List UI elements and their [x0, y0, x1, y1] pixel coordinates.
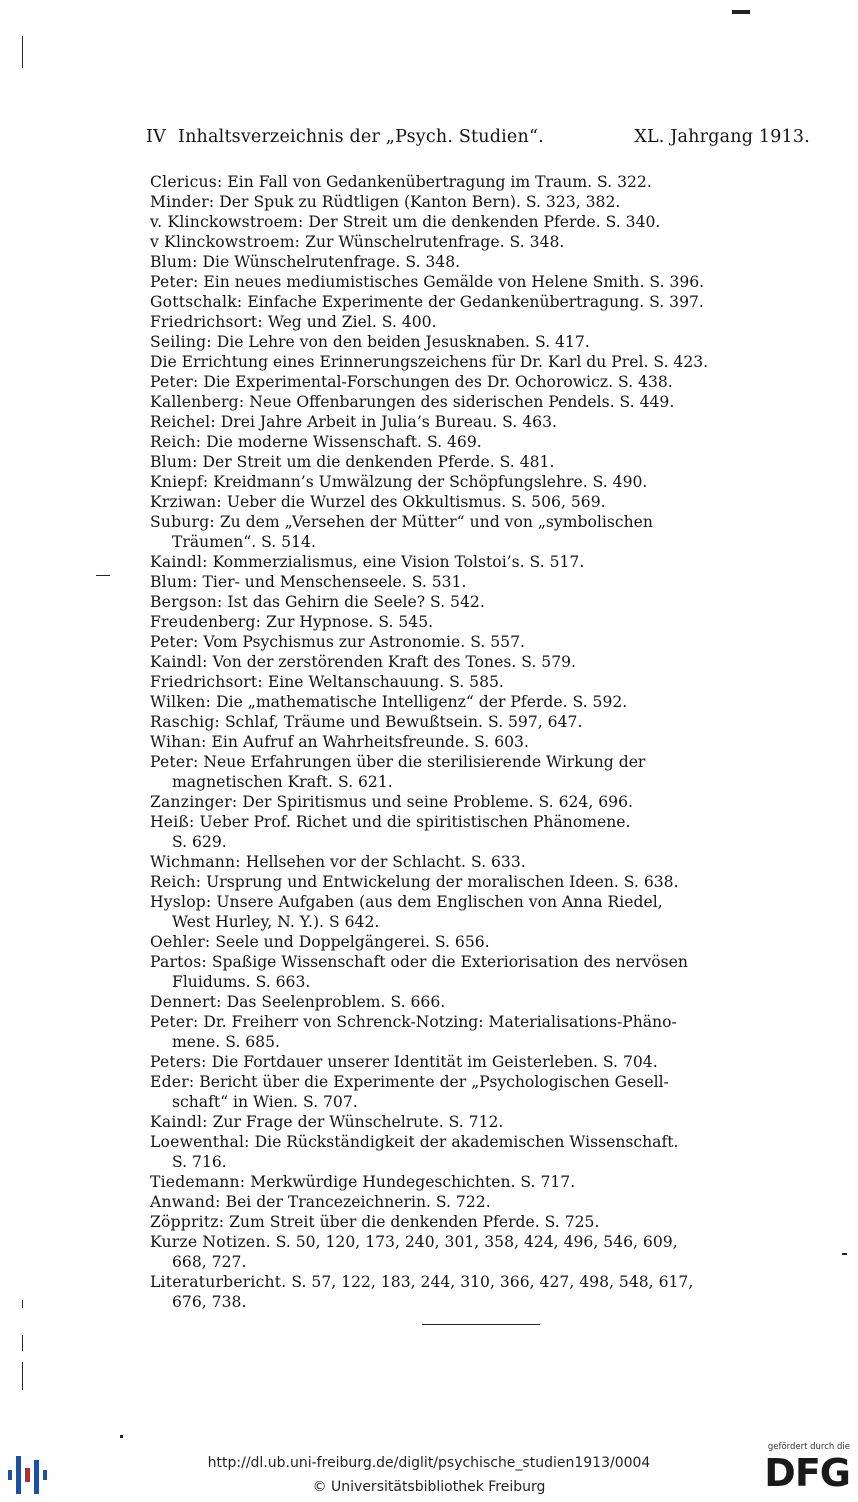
entry-title: Der Spuk zu Rüdtligen (Kanton Bern). S. 323, 382. [219, 193, 621, 211]
entry-title: Kommerzialismus, eine Vision Tolstoi’s. S. 517. [212, 553, 585, 571]
entry-title: Die Fortdauer unserer Identität im Geisterleben. S. 704. [211, 1053, 658, 1071]
entry-continuation: 676, 738. [172, 1293, 247, 1311]
entry-title: S. 57, 122, 183, 244, 310, 366, 427, 498, 548, 617, [291, 1273, 694, 1291]
toc-entry [150, 712, 810, 732]
volume-label: XL. Jahrgang 1913. [634, 127, 810, 147]
toc-entry [150, 492, 810, 512]
toc-entry [150, 552, 810, 572]
toc-entry [150, 1192, 810, 1212]
margin-mark [22, 36, 23, 68]
entry-continuation: Träumen“. S. 514. [172, 533, 316, 551]
entry-title: Schlaf, Träume und Bewußtsein. S. 597, 647. [224, 713, 583, 731]
margin-mark [96, 575, 110, 576]
toc-entry [150, 392, 810, 412]
entry-title: Zu dem „Versehen der Mütter“ und von „symbolischen [219, 513, 653, 531]
entry-title: Zur Frage der Wünschelrute. S. 712. [212, 1113, 504, 1131]
toc-entry [150, 252, 810, 272]
entry-author: Eder: [150, 1073, 195, 1091]
entry-author: Minder: [150, 193, 215, 211]
toc-entry [150, 992, 810, 1012]
entry-author: Blum: [150, 573, 198, 591]
margin-mark [22, 1362, 23, 1390]
entry-title: Ein Aufruf an Wahrheitsfreunde. S. 603. [211, 733, 529, 751]
entry-author: Tiedemann: [150, 1173, 246, 1191]
entry-title: Die Rückständigkeit der akademischen Wissenschaft. [254, 1133, 679, 1151]
entry-title: Ueber die Wurzel des Okkultismus. S. 506, 569. [226, 493, 606, 511]
entry-continuation: magnetischen Kraft. S. 621. [172, 773, 393, 791]
entry-author: Zanzinger: [150, 793, 238, 811]
entry-author: Gottschalk: [150, 293, 243, 311]
entry-title: Unsere Aufgaben (aus dem Englischen von Anna Riedel, [216, 893, 663, 911]
toc-entry [150, 1112, 810, 1132]
toc-entry [150, 592, 810, 612]
entry-author: Reich: [150, 873, 202, 891]
entry-author: Heiß: [150, 813, 195, 831]
source-url[interactable]: http://dl.ub.uni-freiburg.de/diglit/psychische_studien1913/0004 [207, 1455, 651, 1471]
toc-entry [150, 952, 810, 992]
entry-author: v. Klinckowstroem: [150, 213, 304, 231]
entry-title: Neue Offenbarungen des siderischen Pendels. S. 449. [249, 393, 675, 411]
toc-entry [150, 612, 810, 632]
entry-title: Bei der Trancezeichnerin. S. 722. [225, 1193, 491, 1211]
entry-author: Wihan: [150, 733, 207, 751]
toc-entry [150, 872, 810, 892]
entry-title: Hellsehen vor der Schlacht. S. 633. [245, 853, 526, 871]
entry-continuation: Fluidums. S. 663. [172, 973, 311, 991]
scan-mark [732, 10, 750, 14]
dfg-wordmark: DFG [764, 1451, 850, 1495]
table-of-contents [150, 172, 810, 1312]
entry-author: Peters: [150, 1053, 207, 1071]
entry-title: Die Wünschelrutenfrage. S. 348. [202, 253, 461, 271]
entry-author: Kniepf: [150, 473, 209, 491]
entry-author: Partos: [150, 953, 207, 971]
entry-author: Suburg: [150, 513, 215, 531]
toc-entry [150, 932, 810, 952]
entry-author: Reich: [150, 433, 202, 451]
toc-entry [150, 372, 810, 392]
entry-author: Kaindl: [150, 1113, 208, 1131]
toc-entry [150, 1052, 810, 1072]
entry-title: Tier- und Menschenseele. S. 531. [202, 573, 467, 591]
toc-entry [150, 892, 810, 932]
entry-author: Kaindl: [150, 553, 208, 571]
toc-entry [150, 1272, 810, 1312]
entry-title: Zur Hypnose. S. 545. [266, 613, 434, 631]
entry-continuation: schaft“ in Wien. S. 707. [172, 1093, 358, 1111]
entry-title: Vom Psychismus zur Astronomie. S. 557. [203, 633, 525, 651]
toc-entry [150, 652, 810, 672]
entry-continuation: West Hurley, N. Y.). S 642. [172, 913, 380, 931]
toc-entry [150, 172, 810, 192]
toc-entry [150, 632, 810, 652]
copyright-notice: © Universitätsbibliothek Freiburg [312, 1479, 546, 1495]
toc-entry [150, 332, 810, 352]
entry-author: Friedrichsort: [150, 313, 263, 331]
entry-author: Raschig: [150, 713, 220, 731]
toc-entry [150, 1012, 810, 1052]
entry-author: Peter: [150, 373, 199, 391]
entry-continuation: 668, 727. [172, 1253, 247, 1271]
entry-title: Die Lehre von den beiden Jesusknaben. S. 417. [216, 333, 590, 351]
entry-author: Peter: [150, 273, 199, 291]
toc-entry [150, 292, 810, 312]
entry-title: Spaßige Wissenschaft oder die Exteriorisation des nervösen [211, 953, 688, 971]
entry-author: Blum: [150, 453, 198, 471]
toc-entry [150, 732, 810, 752]
entry-title: Ueber Prof. Richet und die spiritistischen Phänomene. [199, 813, 631, 831]
entry-title: Ursprung und Entwickelung der moralischen Ideen. S. 638. [206, 873, 679, 891]
entry-author: Bergson: [150, 593, 223, 611]
entry-title: Seele und Doppelgängerei. S. 656. [215, 933, 490, 951]
entry-author: Peter: [150, 633, 199, 651]
toc-entry [150, 572, 810, 592]
entry-author: Friedrichsort: [150, 673, 263, 691]
toc-entry [150, 192, 810, 212]
toc-entry [150, 692, 810, 712]
toc-entry [150, 432, 810, 452]
margin-mark [22, 1335, 23, 1351]
toc-entry [150, 232, 810, 252]
entry-author: Hyslop: [150, 893, 212, 911]
toc-entry [150, 212, 810, 232]
entry-title: Der Streit um die denkenden Pferde. S. 481. [202, 453, 555, 471]
page-header [146, 127, 810, 147]
entry-author: Seiling: [150, 333, 212, 351]
closing-rule [422, 1324, 540, 1325]
entry-title: Die „mathematische Intelligenz“ der Pferde. S. 592. [216, 693, 628, 711]
toc-entry [150, 452, 810, 472]
entry-continuation: S. 629. [172, 833, 227, 851]
entry-title: Neue Erfahrungen über die sterilisierende Wirkung der [203, 753, 646, 771]
entry-author: Wichmann: [150, 853, 241, 871]
toc-entry [150, 472, 810, 492]
dfg-caption: gefördert durch die [767, 1442, 850, 1452]
toc-entry [150, 672, 810, 692]
entry-author: Reichel: [150, 413, 216, 431]
entry-title: Kreidmann’s Umwälzung der Schöpfungslehre. S. 490. [213, 473, 648, 491]
page-number: IV [146, 127, 166, 147]
entry-title: Die Errichtung eines Erinnerungszeichens für Dr. Karl du Prel. S. 423. [150, 353, 709, 371]
entry-title: Weg und Ziel. S. 400. [267, 313, 437, 331]
entry-author: Zöppritz: [150, 1213, 225, 1231]
entry-title: Von der zerstörenden Kraft des Tones. S. 579. [212, 653, 576, 671]
toc-entry [150, 1072, 810, 1112]
entry-title: Dr. Freiherr von Schrenck-Notzing: Materialisations-Phäno- [203, 1013, 677, 1031]
entry-author: Anwand: [150, 1193, 221, 1211]
entry-author: Dennert: [150, 993, 222, 1011]
entry-title: Merkwürdige Hundegeschichten. S. 717. [250, 1173, 576, 1191]
entry-title: Die Experimental-Forschungen des Dr. Ochorowicz. S. 438. [203, 373, 673, 391]
toc-entry [150, 792, 810, 812]
entry-title: Ein Fall von Gedankenübertragung im Traum. S. 322. [227, 173, 652, 191]
toc-entry [150, 752, 810, 792]
entry-title: Der Streit um die denkenden Pferde. S. 340. [308, 213, 661, 231]
toc-entry [150, 512, 810, 552]
entry-author: Wilken: [150, 693, 212, 711]
entry-author: Peter: [150, 753, 199, 771]
entry-title: Einfache Experimente der Gedankenübertragung. S. 397. [247, 293, 704, 311]
toc-entry [150, 272, 810, 292]
entry-author: Kaindl: [150, 653, 208, 671]
toc-entry [150, 1232, 810, 1272]
toc-entry [150, 352, 810, 372]
entry-title: Ein neues mediumistisches Gemälde von Helene Smith. S. 396. [203, 273, 705, 291]
entry-author: Clericus: [150, 173, 223, 191]
entry-title: Der Spiritismus und seine Probleme. S. 624, 696. [242, 793, 633, 811]
toc-entry [150, 312, 810, 332]
entry-author: Kurze Notizen. [150, 1233, 271, 1251]
entry-author: Blum: [150, 253, 198, 271]
entry-title: Zum Streit über die denkenden Pferde. S. 725. [229, 1213, 600, 1231]
entry-title: Das Seelenproblem. S. 666. [226, 993, 446, 1011]
toc-entry [150, 412, 810, 432]
entry-continuation: S. 716. [172, 1153, 227, 1171]
entry-author: Kallenberg: [150, 393, 245, 411]
entry-author: v Klinckowstroem: [150, 233, 301, 251]
entry-continuation: mene. S. 685. [172, 1033, 280, 1051]
entry-title: S. 50, 120, 173, 240, 301, 358, 424, 496, 546, 609, [275, 1233, 678, 1251]
entry-author: Loewenthal: [150, 1133, 250, 1151]
page-title: Inhaltsverzeichnis der „Psych. Studien“. [177, 127, 544, 147]
entry-title: Drei Jahre Arbeit in Julia’s Bureau. S. 463. [220, 413, 557, 431]
toc-entry [150, 1212, 810, 1232]
entry-title: Ist das Gehirn die Seele? S. 542. [227, 593, 485, 611]
margin-mark [22, 1300, 23, 1308]
toc-entry [150, 1132, 810, 1172]
entry-author: Oehler: [150, 933, 211, 951]
entry-author: Peter: [150, 1013, 199, 1031]
footer [0, 1440, 858, 1502]
entry-author: Freudenberg: [150, 613, 262, 631]
entry-title: Die moderne Wissenschaft. S. 469. [206, 433, 482, 451]
toc-entry [150, 852, 810, 872]
margin-mark [120, 1435, 123, 1438]
entry-title: Bericht über die Experimente der „Psychologischen Gesell- [199, 1073, 669, 1091]
margin-mark [842, 1253, 847, 1255]
entry-author: Krziwan: [150, 493, 222, 511]
entry-title: Eine Weltanschauung. S. 585. [267, 673, 504, 691]
entry-title: Zur Wünschelrutenfrage. S. 348. [305, 233, 565, 251]
entry-author: Literaturbericht. [150, 1273, 287, 1291]
toc-entry [150, 1172, 810, 1192]
toc-entry [150, 812, 810, 852]
dfg-logo-icon [758, 1442, 850, 1498]
